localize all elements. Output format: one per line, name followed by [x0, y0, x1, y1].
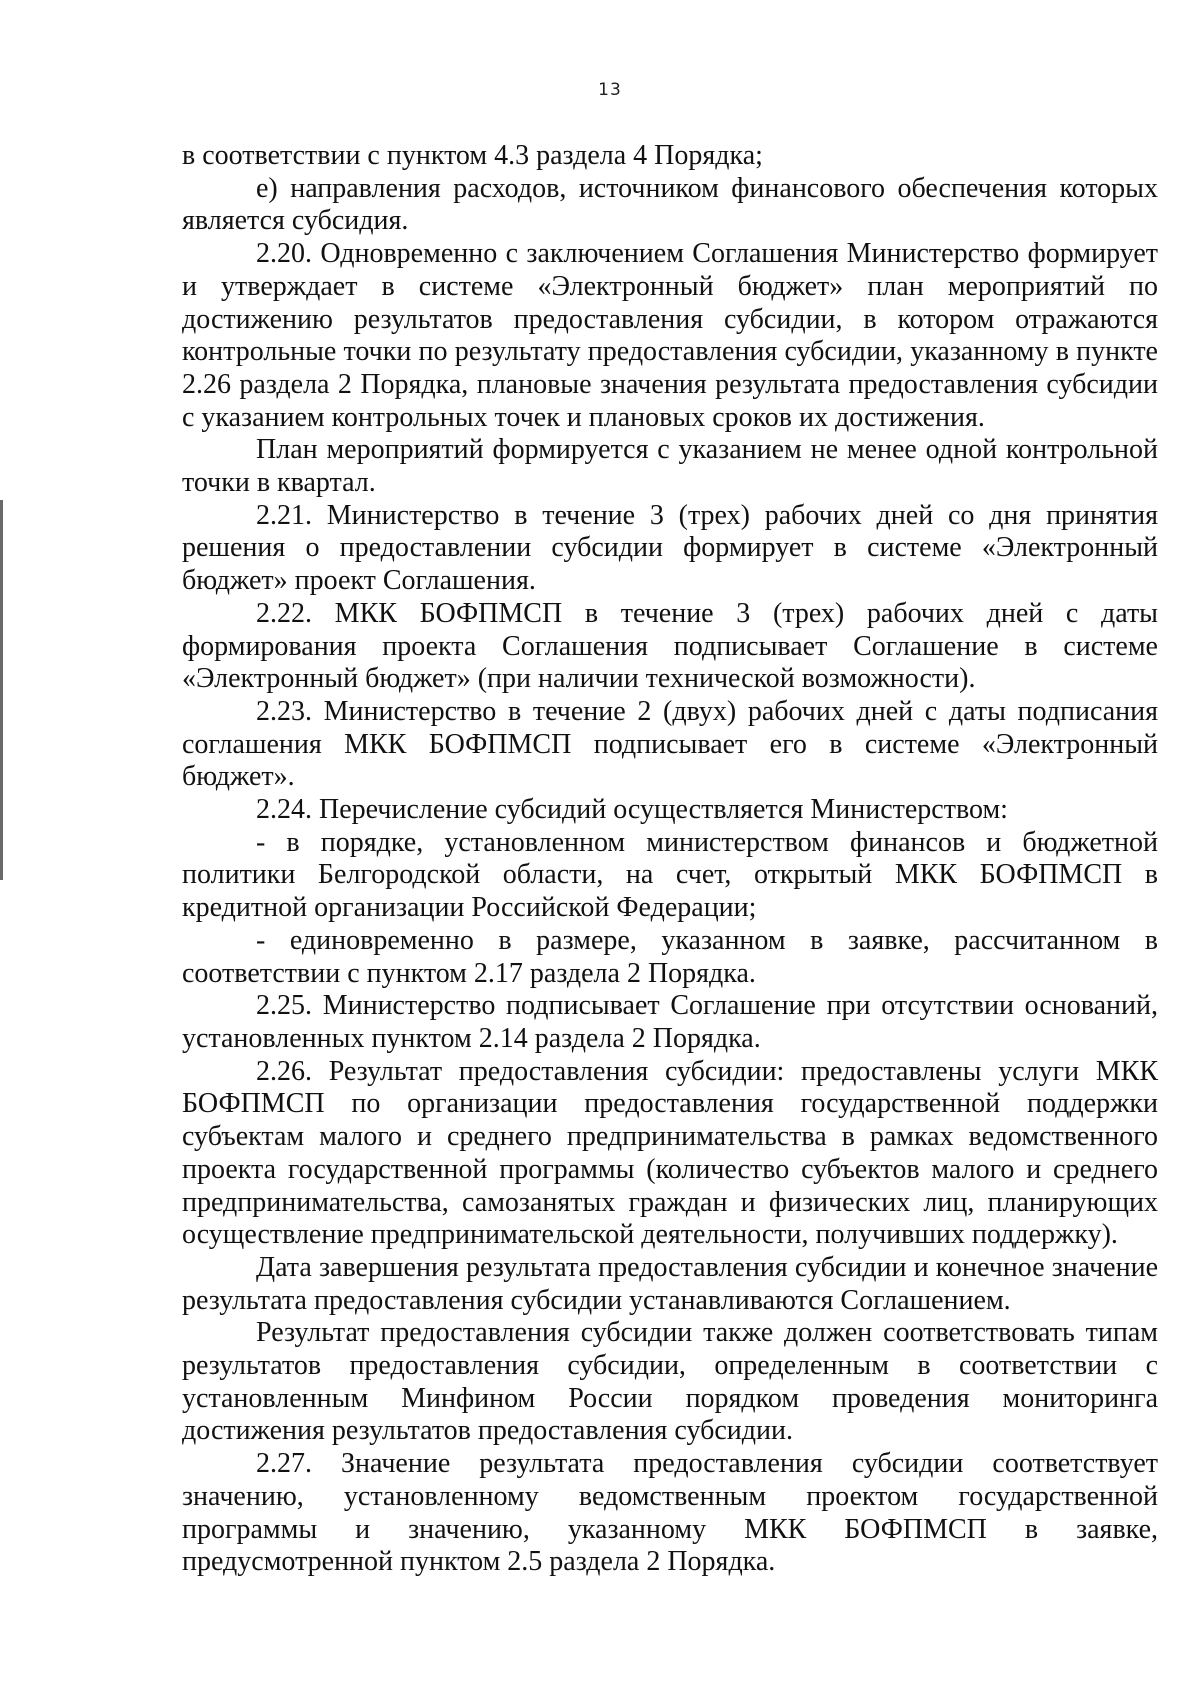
page-number: 13 — [598, 80, 622, 100]
paragraph: - в порядке, установленном министерством финансов и бюджетной политики Белгородской области, на счет, открытый МКК БОФПМСП в кредитной организации Российской Федерации; — [182, 826, 1158, 924]
paragraph: Результат предоставления субсидии также должен соответствовать типам результатов предоставления субсидии, определенным в соответствии с установленным Минфином России порядком проведения мониторинга достижения результатов предоставления субсидии. — [182, 1317, 1158, 1447]
paragraph: е) направления расходов, источником финансового обеспечения которых является субсидия. — [182, 172, 1158, 237]
paragraph: в соответствии с пунктом 4.3 раздела 4 Порядка; — [182, 140, 763, 171]
paragraph: - единовременно в размере, указанном в заявке, рассчитанном в соответствии с пунктом 2.17 раздела 2 Порядка. — [182, 924, 1158, 989]
paragraph: 2.23. Министерство в течение 2 (двух) рабочих дней с даты подписания соглашения МКК БОФПМСП подписывает его в системе «Электронный бюджет». — [182, 695, 1158, 793]
paragraph: 2.22. МКК БОФПМСП в течение 3 (трех) рабочих дней с даты формирования проекта Соглашения подписывает Соглашение в системе «Электронный бюджет» (при наличии технической возможности). — [182, 597, 1158, 695]
paragraph: План мероприятий формируется с указанием не менее одной контрольной точки в квартал. — [182, 434, 1158, 499]
paragraph: 2.25. Министерство подписывает Соглашение при отсутствии оснований, установленных пунктом 2.14 раздела 2 Порядка. — [182, 990, 1158, 1054]
paragraph: 2.24. Перечисление субсидий осуществляется Министерством: — [256, 794, 1008, 826]
paragraph: Дата завершения результата предоставления субсидии и конечное значение результата предоставления субсидии устанавливаются Соглашением. — [182, 1251, 1158, 1316]
paragraph: 2.20. Одновременно с заключением Соглашения Министерство формирует и утверждает в системе «Электронный бюджет» план мероприятий по достижению результатов предоставления субсидии, в котором отражаются контрольные точки по результату предоставления субсидии, указанному в пункте 2.26 раздела 2 Порядка, плановые значения результата предоставления субсидии с указанием контрольных точек и плановых сроков их достижения. — [182, 238, 1158, 433]
paragraph: 2.26. Результат предоставления субсидии: предоставлены услуги МКК БОФПМСП по организации предоставления государственной поддержки субъектам малого и среднего предпринимательства в рамках ведомственного проекта государственной программы (количество субъектов малого и среднего предпринимательства, самозанятых граждан и физических лиц, планирующих осуществление предпринимательской деятельности, получивших поддержку). — [182, 1055, 1158, 1251]
document-body — [182, 140, 1158, 1579]
paragraph: 2.21. Министерство в течение 3 (трех) рабочих дней со дня принятия решения о предоставлении субсидии формирует в системе «Электронный бюджет» проект Соглашения. — [182, 499, 1158, 597]
paragraph: 2.27. Значение результата предоставления субсидии соответствует значению, установленному ведомственным проектом государственной программы и значению, указанному МКК БОФПМСП в заявке, предусмотренной пунктом 2.5 раздела 2 Порядка. — [182, 1448, 1158, 1578]
scan-edge-mark — [0, 500, 3, 880]
